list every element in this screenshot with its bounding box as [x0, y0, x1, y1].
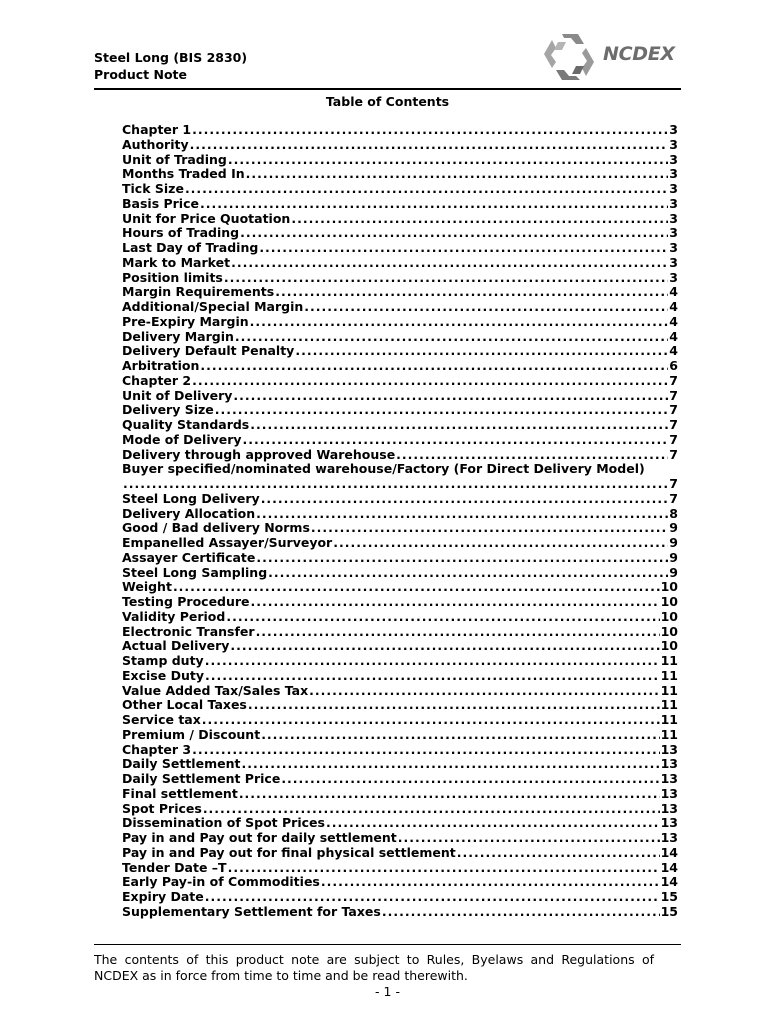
table-of-contents [122, 123, 678, 920]
toc-leader-dots [398, 831, 660, 846]
toc-entry-page: 3 [669, 211, 678, 226]
toc-entry-title: Early Pay-in of Commodities [122, 875, 320, 890]
toc-entry[interactable] [122, 167, 678, 182]
toc-entry-title: Mark to Market [122, 255, 231, 270]
toc-leader-dots [226, 610, 659, 625]
toc-entry-page: 4 [669, 285, 678, 300]
toc-entry-page: 7 [669, 388, 678, 403]
toc-entry-page: 3 [669, 196, 678, 211]
toc-entry[interactable] [122, 802, 678, 817]
toc-leader-dots [205, 890, 660, 905]
toc-entry[interactable] [122, 433, 678, 448]
toc-leader-dots [123, 477, 668, 492]
toc-entry-title: Chapter 1 [122, 123, 192, 137]
toc-entry[interactable] [122, 595, 678, 610]
toc-entry-title: Other Local Taxes [122, 698, 247, 713]
toc-leader-dots [205, 669, 660, 684]
toc-entry-page: 8 [669, 506, 678, 521]
toc-entry-page: 3 [669, 255, 678, 270]
toc-entry-title: Good / Bad delivery Norms [122, 521, 310, 536]
toc-entry-page: 4 [669, 300, 678, 314]
toc-leader-dots [243, 433, 669, 448]
toc-leader-dots [185, 182, 668, 197]
toc-leader-dots [396, 448, 668, 463]
toc-leader-dots [215, 403, 669, 418]
toc-entry-page: 7 [669, 373, 678, 388]
toc-leader-dots [192, 374, 668, 389]
toc-leader-dots [256, 507, 668, 522]
toc-entry[interactable] [122, 757, 678, 772]
toc-leader-dots [173, 580, 660, 595]
toc-entry-title: Quality Standards [122, 418, 250, 432]
toc-entry-title: Hours of Trading [122, 226, 240, 241]
toc-entry[interactable] [122, 285, 678, 300]
toc-entry-page: 11 [660, 698, 678, 713]
toc-leader-dots [275, 285, 668, 300]
toc-entry[interactable] [122, 684, 678, 699]
toc-entry[interactable] [122, 271, 678, 286]
toc-entry[interactable] [122, 713, 678, 728]
footer-disclaimer: The contents of this product note are subject to Rules, Byelaws and Regulations of NCDEX as in force from time to time and be read therewith. [94, 952, 654, 983]
toc-entry[interactable] [122, 610, 678, 625]
toc-entry-page: 11 [660, 668, 678, 683]
toc-leader-dots [224, 271, 668, 286]
toc-entry[interactable] [122, 875, 678, 890]
toc-entry[interactable] [122, 861, 678, 876]
toc-entry-title: Premium / Discount [122, 727, 261, 742]
toc-entry-page: 10 [660, 639, 678, 654]
toc-leader-dots [248, 698, 660, 713]
toc-entry[interactable] [122, 639, 678, 654]
toc-entry-title: Buyer specified/nominated warehouse/Factory (For Direct Delivery Model) [122, 462, 645, 477]
toc-leader-dots [192, 123, 668, 138]
toc-leader-dots [231, 256, 668, 271]
toc-entry[interactable] [122, 905, 678, 920]
toc-entry-page: 15 [660, 890, 678, 904]
toc-entry-title: Mode of Delivery [122, 432, 242, 447]
toc-entry[interactable] [122, 521, 678, 536]
toc-leader-dots [304, 300, 668, 315]
ncdex-logo [540, 30, 680, 84]
toc-entry-title: Chapter 2 [122, 373, 192, 388]
toc-entry-title: Electronic Transfer [122, 624, 255, 639]
toc-leader-dots [228, 153, 668, 168]
toc-leader-dots [190, 138, 669, 153]
toc-entry-page: 3 [669, 270, 678, 285]
toc-leader-dots [240, 226, 668, 241]
toc-entry-page: 13 [660, 757, 678, 772]
ncdex-logo-icon [540, 30, 600, 84]
toc-entry-title: Empanelled Assayer/Surveyor [122, 536, 333, 550]
toc-entry-title: Service tax [122, 713, 201, 727]
toc-entry-page: 7 [669, 418, 678, 432]
toc-leader-dots [200, 359, 668, 374]
toc-entry-page: 6 [669, 359, 678, 373]
toc-entry[interactable] [122, 551, 678, 566]
toc-entry[interactable] [122, 507, 678, 522]
toc-entry-page: 13 [660, 801, 678, 816]
toc-entry[interactable] [122, 344, 678, 359]
toc-entry-page: 4 [669, 329, 678, 344]
toc-entry[interactable] [122, 787, 678, 802]
toc-entry-title: Delivery through approved Warehouse [122, 447, 396, 462]
toc-entry-title: Daily Settlement [122, 757, 241, 772]
toc-entry[interactable] [122, 374, 678, 389]
toc-leader-dots [291, 212, 668, 227]
toc-entry-title: Validity Period [122, 609, 226, 624]
toc-entry-title: Tender Date –T [122, 860, 227, 875]
toc-entry-page: 10 [660, 624, 678, 639]
toc-entry[interactable] [122, 182, 678, 197]
header-divider [94, 88, 681, 90]
toc-entry-title: Excise Duty [122, 668, 204, 683]
toc-entry-page: 15 [660, 904, 678, 919]
toc-entry[interactable] [122, 654, 678, 669]
toc-entry-title: Chapter 3 [122, 742, 192, 757]
toc-entry-page: 11 [660, 727, 678, 742]
document-title-line1: Steel Long (BIS 2830) [94, 50, 248, 65]
toc-entry-page: 13 [660, 742, 678, 757]
toc-leader-dots [202, 713, 660, 728]
toc-entry[interactable] [122, 566, 678, 581]
toc-leader-dots [309, 684, 659, 699]
toc-entry-title: Stamp duty [122, 654, 204, 668]
toc-entry-title: Months Traded In [122, 167, 245, 182]
toc-entry[interactable] [122, 448, 678, 463]
document-title [94, 49, 247, 83]
toc-entry-title: Pay in and Pay out for daily settlement [122, 831, 397, 845]
toc-entry-page: 11 [660, 654, 678, 668]
toc-entry[interactable] [122, 625, 678, 640]
toc-entry[interactable] [122, 300, 678, 315]
toc-entry[interactable] [122, 536, 678, 551]
toc-entry-page: 14 [660, 860, 678, 875]
toc-entry-title: Delivery Margin [122, 329, 234, 344]
toc-entry-title: Margin Requirements [122, 285, 275, 300]
toc-entry-page: 13 [660, 772, 678, 786]
toc-entry[interactable] [122, 698, 678, 713]
toc-entry-page: 7 [669, 477, 678, 491]
toc-entry-title: Arbitration [122, 359, 200, 373]
toc-entry-title: Position limits [122, 270, 223, 285]
toc-entry-title: Unit for Price Quotation [122, 211, 291, 226]
toc-leader-dots [256, 625, 660, 640]
toc-leader-dots [326, 816, 660, 831]
toc-entry-page: 11 [660, 713, 678, 727]
toc-entry-page: 11 [660, 683, 678, 698]
toc-entry[interactable] [122, 846, 678, 861]
toc-entry-title: Expiry Date [122, 890, 204, 904]
toc-leader-dots [239, 787, 660, 802]
toc-entry-page: 9 [669, 536, 678, 550]
toc-entry[interactable] [122, 153, 678, 168]
toc-entry-title: Testing Procedure [122, 595, 250, 609]
toc-entry[interactable] [122, 580, 678, 595]
toc-leader-dots [205, 654, 660, 669]
toc-entry-page: 4 [669, 344, 678, 359]
toc-leader-dots [457, 846, 660, 861]
toc-leader-dots [259, 241, 668, 256]
toc-leader-dots [261, 492, 669, 507]
toc-entry-page: 3 [669, 137, 678, 152]
toc-entry-page: 7 [669, 432, 678, 447]
toc-entry[interactable] [122, 492, 678, 507]
toc-entry-page: 4 [669, 314, 678, 329]
toc-entry-page: 3 [669, 226, 678, 241]
toc-entry-title: Last Day of Trading [122, 241, 259, 255]
toc-leader-dots [230, 639, 659, 654]
toc-entry[interactable] [122, 890, 678, 905]
toc-entry-page: 7 [669, 491, 678, 506]
toc-leader-dots [250, 418, 668, 433]
toc-entry-page: 14 [660, 875, 678, 890]
toc-leader-dots [251, 595, 660, 610]
toc-leader-dots [192, 743, 659, 758]
toc-entry-page: 9 [669, 565, 678, 580]
toc-entry-page: 3 [669, 167, 678, 182]
toc-entry-page: 13 [660, 831, 678, 845]
page-number: - 1 - [375, 984, 400, 999]
logo-text: NCDEX [603, 43, 675, 65]
toc-entry[interactable] [122, 256, 678, 271]
toc-entry-page: 7 [669, 403, 678, 418]
toc-entry[interactable] [122, 330, 678, 345]
toc-entry-title: Delivery Default Penalty [122, 344, 295, 359]
toc-entry-title: Unit of Delivery [122, 388, 233, 403]
footer-divider [94, 944, 681, 945]
toc-entry-title: Authority [122, 137, 189, 152]
toc-entry-title: Delivery Size [122, 403, 214, 418]
toc-entry-title: Pay in and Pay out for final physical settlement [122, 845, 456, 860]
toc-entry[interactable] [122, 669, 678, 684]
toc-entry-page: 3 [669, 123, 678, 137]
toc-entry[interactable] [122, 728, 678, 743]
toc-entry[interactable] [122, 772, 678, 787]
toc-entry-title: Weight [122, 580, 172, 595]
toc-entry[interactable] [122, 359, 678, 374]
toc-entry-title: Steel Long Sampling [122, 565, 268, 580]
toc-entry-page: 9 [669, 550, 678, 565]
toc-entry-title: Dissemination of Spot Prices [122, 816, 325, 831]
toc-leader-dots [246, 167, 669, 182]
toc-entry[interactable] [122, 418, 678, 433]
toc-leader-dots [256, 551, 668, 566]
toc-entry-page: 13 [660, 786, 678, 801]
toc-entry-page: 10 [660, 580, 678, 595]
toc-entry-title: Supplementary Settlement for Taxes [122, 904, 381, 919]
toc-entry-title: Spot Prices [122, 801, 202, 816]
toc-leader-dots [311, 521, 668, 536]
toc-leader-dots [228, 861, 660, 876]
toc-entry[interactable] [122, 315, 678, 330]
toc-entry-page: 3 [669, 241, 678, 255]
toc-heading: Table of Contents [325, 94, 450, 109]
toc-entry[interactable] [122, 816, 678, 831]
toc-leader-dots [321, 875, 660, 890]
toc-leader-dots [250, 315, 669, 330]
toc-entry-title: Pre-Expiry Margin [122, 314, 249, 329]
toc-leader-dots [268, 566, 668, 581]
toc-entry[interactable] [122, 123, 678, 138]
toc-entry-title: Daily Settlement Price [122, 772, 281, 786]
toc-leader-dots [382, 905, 660, 920]
toc-entry-title: Assayer Certificate [122, 550, 256, 565]
toc-entry[interactable] [122, 477, 678, 492]
toc-entry-page: 14 [660, 845, 678, 860]
toc-leader-dots [261, 728, 659, 743]
toc-entry-title: Tick Size [122, 182, 184, 196]
toc-entry[interactable] [122, 212, 678, 227]
toc-leader-dots [281, 772, 659, 787]
toc-entry-page: 13 [660, 816, 678, 831]
toc-entry[interactable] [122, 241, 678, 256]
toc-entry[interactable] [122, 226, 678, 241]
toc-leader-dots [233, 389, 668, 404]
toc-entry-page: 9 [669, 521, 678, 536]
toc-entry-title: Delivery Allocation [122, 506, 256, 521]
toc-leader-dots [241, 757, 659, 772]
toc-entry-title-line[interactable] [122, 462, 678, 477]
toc-entry[interactable] [122, 743, 678, 758]
toc-entry-title: Steel Long Delivery [122, 491, 260, 506]
toc-leader-dots [295, 344, 668, 359]
toc-entry-page: 10 [660, 609, 678, 624]
toc-entry-title: Actual Delivery [122, 639, 230, 654]
toc-leader-dots [333, 536, 668, 551]
toc-entry[interactable] [122, 197, 678, 212]
toc-entry-title: Basis Price [122, 196, 199, 211]
toc-entry-title: Additional/Special Margin [122, 300, 304, 314]
toc-leader-dots [200, 197, 668, 212]
toc-leader-dots [203, 802, 660, 817]
toc-leader-dots [235, 330, 668, 345]
toc-entry-title: Final settlement [122, 786, 238, 801]
toc-entry[interactable] [122, 831, 678, 846]
toc-entry-page: 3 [669, 152, 678, 167]
toc-entry-page: 3 [669, 182, 678, 196]
document-title-line2: Product Note [94, 67, 187, 82]
toc-entry[interactable] [122, 403, 678, 418]
toc-entry-title: Value Added Tax/Sales Tax [122, 683, 309, 698]
toc-entry-title: Unit of Trading [122, 152, 227, 167]
toc-entry[interactable] [122, 138, 678, 153]
toc-entry[interactable] [122, 389, 678, 404]
toc-entry-page: 10 [660, 595, 678, 609]
toc-entry-page: 7 [669, 447, 678, 462]
